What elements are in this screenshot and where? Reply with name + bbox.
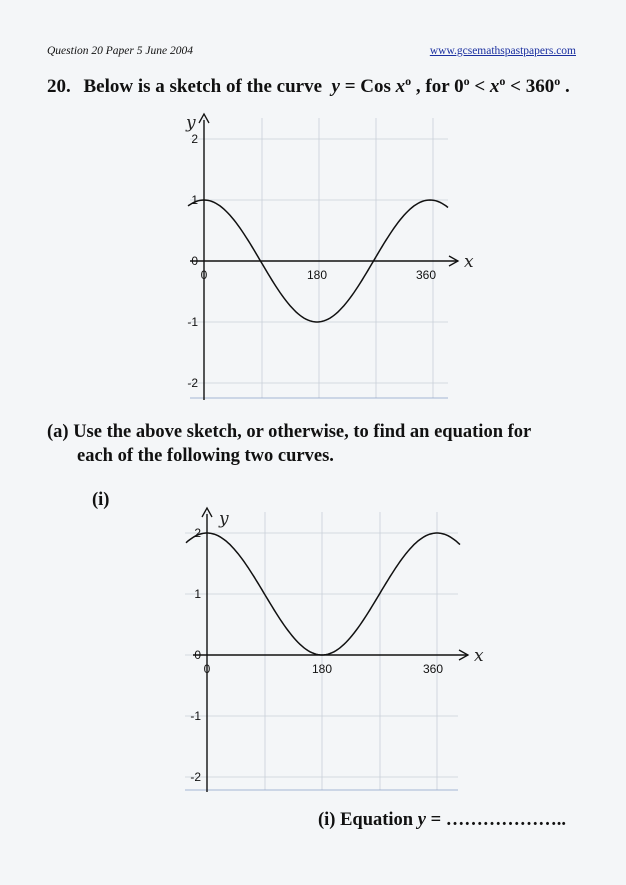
degree-sign: o [405, 74, 412, 88]
y-tick-label: 0 [191, 254, 198, 268]
part-a-line-1: (a) Use the above sketch, or otherwise, to find an equation for [47, 422, 532, 442]
part-i-label: (i) [92, 490, 110, 510]
answer-line [318, 810, 566, 831]
website-link[interactable]: www.gcsemathspastpapers.com [429, 45, 576, 57]
x-tick-label: 0 [200, 268, 208, 282]
paper-reference: Question 20 Paper 5 June 2004 [47, 45, 193, 57]
degree-sign: o [463, 74, 470, 88]
answer-var: y [417, 810, 426, 830]
y-axis-label: y [219, 509, 229, 529]
x-tick-label: 0 [203, 662, 211, 676]
x-axis-label: x [474, 646, 484, 666]
equation-lhs: y [331, 76, 340, 97]
question-intro: Below is a sketch of the curve [83, 76, 323, 97]
y-tick-label: -1 [190, 709, 201, 723]
y-tick-label: 1 [191, 193, 198, 207]
y-axis-label: y [186, 113, 196, 133]
range-lt: < [469, 76, 490, 97]
x-tick-label: 180 [311, 662, 333, 676]
degree-sign: o [554, 74, 561, 88]
range-end: < 360 [505, 76, 555, 97]
answer-prefix: (i) Equation [318, 810, 418, 830]
x-tick-label: 360 [415, 268, 437, 282]
range-var: x [489, 76, 500, 97]
y-tick-label: -2 [187, 376, 198, 390]
question-number: 20. [47, 76, 71, 97]
x-tick-label: 360 [422, 662, 444, 676]
y-tick-label: 0 [194, 648, 201, 662]
range-for: , for 0 [411, 76, 464, 97]
part-a-line-2: each of the following two curves. [77, 446, 334, 466]
y-tick-label: -1 [187, 315, 198, 329]
y-tick-label: -2 [190, 770, 201, 784]
y-tick-label: 2 [194, 526, 201, 540]
title-period: . [560, 76, 570, 97]
answer-eq: = [425, 810, 446, 830]
y-tick-label: 2 [191, 132, 198, 146]
answer-blank[interactable]: ……………….. [445, 810, 566, 830]
equation-var: x [395, 76, 406, 97]
degree-sign: o [499, 74, 506, 88]
equation-eq: = Cos [339, 76, 396, 97]
y-tick-label: 1 [194, 587, 201, 601]
x-tick-label: 180 [306, 268, 328, 282]
x-axis-label: x [464, 252, 474, 272]
